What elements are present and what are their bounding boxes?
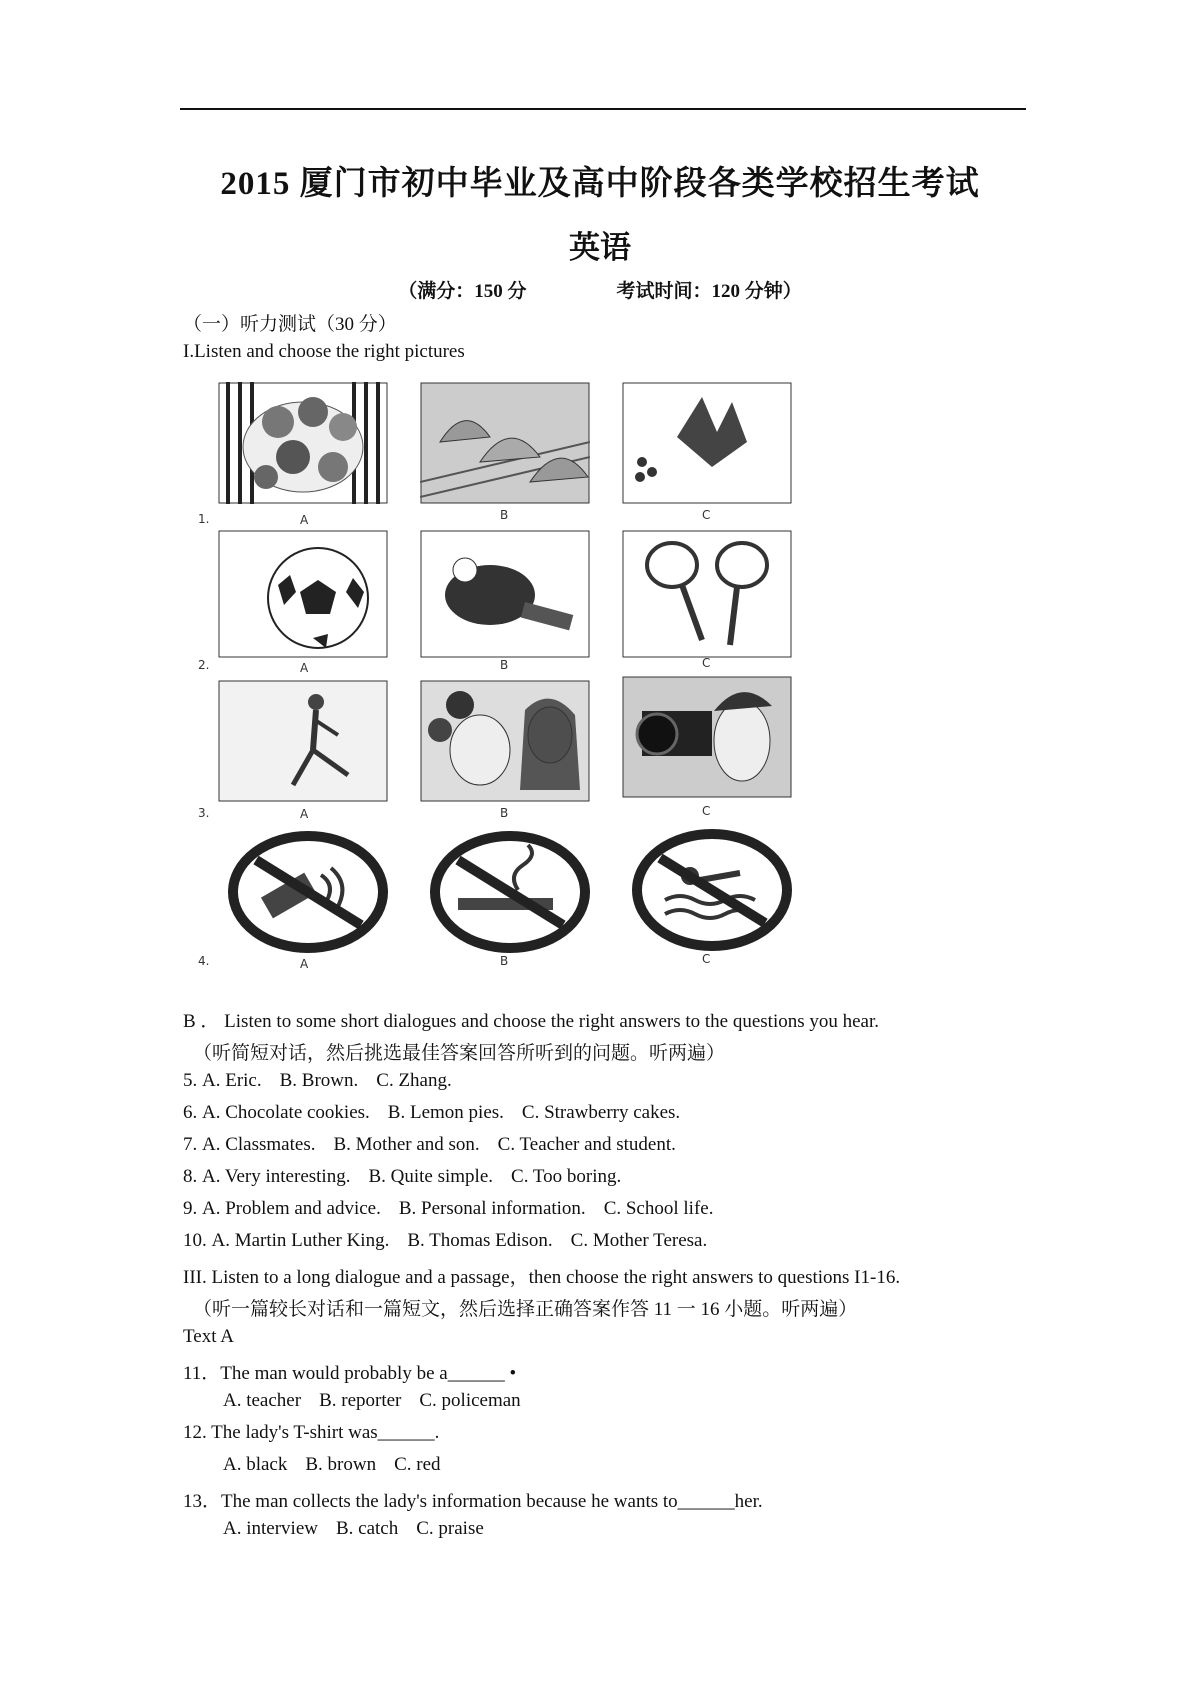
option-c: C. Mother Teresa. [570, 1230, 708, 1251]
option-a: A. Eric. [202, 1070, 262, 1091]
row-number: 2. [198, 658, 210, 672]
part-iii-note: （听一篇较长对话和一篇短文，然后选择正确答案作答 11 一 16 小题。听两遍） [193, 1299, 858, 1320]
option-a: A. Problem and advice. [202, 1198, 381, 1219]
question-9 [183, 1198, 731, 1220]
subject-title: 英语 [569, 230, 631, 265]
option-b: B. reporter [319, 1390, 402, 1411]
question-number: 9. [183, 1198, 198, 1219]
football-picture [218, 530, 388, 658]
zongzi-picture [622, 382, 792, 504]
option-label: A [300, 513, 309, 527]
part-b-title: B ． Listen to some short dialogues and choose the right answers to the questions you hear. [183, 1011, 880, 1032]
option-label: B [500, 806, 509, 820]
question-8 [183, 1166, 639, 1188]
option-b: B. catch [335, 1518, 399, 1539]
option-b: B. Personal information. [398, 1198, 586, 1219]
option-b: B. Thomas Edison. [407, 1230, 553, 1251]
question-number: 10. [183, 1230, 207, 1251]
no-smoking-sign [428, 830, 593, 955]
top-rule [180, 108, 1026, 110]
option-c: C. red [394, 1454, 441, 1475]
question-11-options [223, 1390, 539, 1412]
option-b: B. Mother and son. [333, 1134, 480, 1155]
option-a: A. Classmates. [202, 1134, 316, 1155]
option-c: C. School life. [603, 1198, 714, 1219]
option-c: C. praise [416, 1518, 484, 1539]
question-12-stem: 12. The lady's T-shirt was______. [183, 1422, 440, 1443]
option-b: B. brown [305, 1454, 377, 1475]
part-iii-title: III. Listen to a long dialogue and a passage，then choose the right answers to questions I1-16. [183, 1267, 901, 1288]
option-c: C. Too boring. [511, 1166, 622, 1187]
camera-man-picture [622, 676, 792, 798]
question-number: 6. [183, 1102, 198, 1123]
option-label: C [702, 804, 711, 818]
question-12-options [223, 1454, 459, 1476]
option-c: C. Strawberry cakes. [521, 1102, 681, 1123]
option-c: C. Teacher and student. [497, 1134, 676, 1155]
row-number: 3. [198, 806, 210, 820]
makeup-picture [420, 680, 590, 802]
option-a: A. interview [223, 1518, 318, 1539]
exam-meta [0, 276, 1200, 303]
cookies-picture [218, 382, 388, 504]
ping-pong-paddle-picture [420, 530, 590, 658]
question-number: 7. [183, 1134, 198, 1155]
no-phone-sign [226, 830, 391, 955]
section-title: （一）听力测试（30 分） [183, 314, 397, 335]
option-label: B [500, 954, 509, 968]
question-number: 5. [183, 1070, 198, 1091]
running-girl-picture [218, 680, 388, 802]
text-a-label: Text A [183, 1326, 234, 1347]
option-label: B [500, 508, 509, 522]
dumplings-picture [420, 382, 590, 504]
time-info: 考试时间：120 分钟） [616, 281, 802, 302]
option-label: C [702, 952, 711, 966]
exam-title: 2015 厦门市初中毕业及高中阶段各类学校招生考试 [220, 166, 980, 202]
question-13-stem: 13．The man collects the lady's information because he wants to______her. [183, 1491, 763, 1512]
row-number: 1. [198, 512, 210, 526]
option-label: C [702, 656, 711, 670]
question-10 [183, 1230, 725, 1252]
question-13-options [223, 1518, 502, 1540]
option-a: A. Chocolate cookies. [202, 1102, 370, 1123]
option-label: B [500, 658, 509, 672]
option-b: B. Brown. [279, 1070, 359, 1091]
no-swimming-sign [630, 828, 795, 953]
question-7 [183, 1134, 694, 1156]
option-label: A [300, 661, 309, 675]
part-i-title: I.Listen and choose the right pictures [183, 341, 465, 362]
option-b: B. Quite simple. [368, 1166, 494, 1187]
option-b: B. Lemon pies. [387, 1102, 504, 1123]
option-a: A. black [223, 1454, 288, 1475]
option-label: A [300, 807, 309, 821]
score-info: （满分：150 分 [398, 281, 527, 302]
option-label: C [702, 508, 711, 522]
part-b-note: （听简短对话，然后挑选最佳答案回答所听到的问题。听两遍） [193, 1043, 726, 1064]
tennis-rackets-picture [622, 530, 792, 658]
row-number: 4. [198, 954, 210, 968]
question-11-stem: 11．The man would probably be a______ • [183, 1363, 517, 1384]
question-6 [183, 1102, 698, 1124]
option-c: C. Zhang. [376, 1070, 452, 1091]
question-5 [183, 1070, 470, 1092]
option-c: C. policeman [419, 1390, 521, 1411]
option-a: A. teacher [223, 1390, 302, 1411]
option-label: A [300, 957, 309, 971]
option-a: A. Martin Luther King. [211, 1230, 390, 1251]
question-number: 8. [183, 1166, 198, 1187]
option-a: A. Very interesting. [202, 1166, 351, 1187]
